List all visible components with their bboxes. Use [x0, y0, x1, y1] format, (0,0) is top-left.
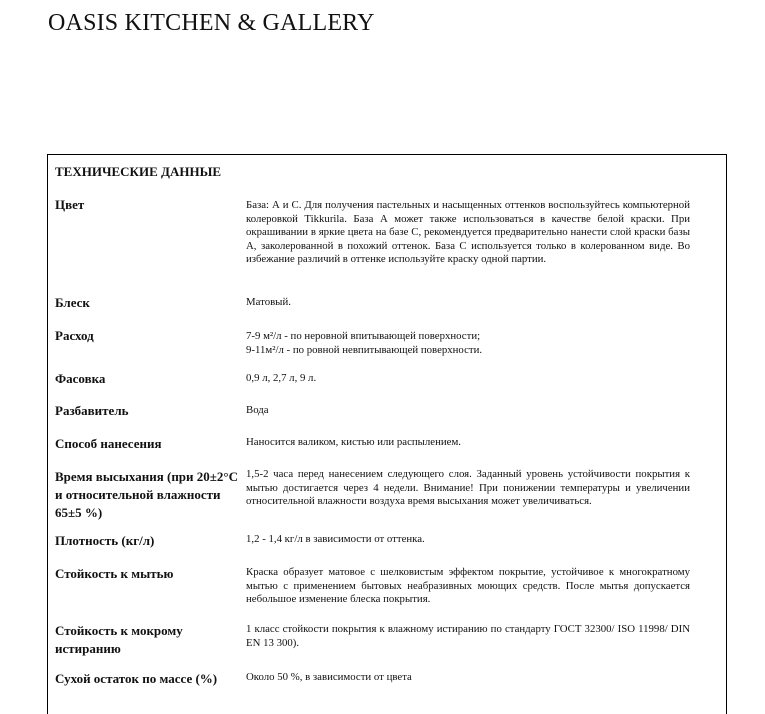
- row-value: 1,5-2 часа перед нанесением следующего слоя. Заданный уровень устойчивости покрытия к мытью достигается через 4 недели. Внимание! При понижении температуры и увеличении относительной влажности воздуха время высыхания может увеличиваться.: [246, 468, 690, 508]
- row-value: База: А и С. Для получения пастельных и насыщенных оттенков воспользуйтесь компьютерной колеровкой Tikkurila. База А может также использоваться в качестве белой краски. При окрашивании в яркие цвета на базе С, рекомендуется предварительно нанести слой краски базы А, заколерованной в похожий оттенок. База С используется только в колерованном виде. Во избежание различий в оттенке используйте краску одной партии.: [246, 199, 690, 266]
- row-label: Цвет: [55, 197, 85, 212]
- row-label: Сухой остаток по массе (%): [55, 671, 218, 686]
- table-title: ТЕХНИЧЕСКИЕ ДАННЫЕ: [55, 164, 222, 179]
- row-label: Стойкость к мокрому истиранию: [55, 623, 183, 656]
- row-label: Время высыхания (при 20±2°С и относительной влажности 65±5 %): [55, 469, 239, 520]
- value-line: 9-11м²/л - по ровной невпитывающей поверхности.: [246, 343, 483, 356]
- row-value: Краска образует матовое с шелковистым эффектом покрытие, устойчивое к многократному мытью с применением бытовых неабразивных моющих средств. После мытья допускается небольшое изменение блеска покрытия.: [246, 566, 690, 606]
- row-label: Расход: [55, 328, 94, 343]
- row-value: Вода: [246, 404, 269, 416]
- technical-data-table: [47, 154, 727, 714]
- row-value: [246, 330, 690, 357]
- row-label: Блеск: [55, 295, 90, 310]
- brand-title: OASIS KITCHEN & GALLERY: [48, 10, 375, 36]
- value-line: 7-9 м²/л - по неровной впитывающей поверхности;: [246, 330, 481, 342]
- row-label: Способ нанесения: [55, 436, 162, 451]
- row-label: Фасовка: [55, 371, 106, 386]
- row-value: 1,2 - 1,4 кг/л в зависимости от оттенка.: [246, 533, 425, 545]
- row-label: Стойкость к мытью: [55, 566, 174, 581]
- row-label: Разбавитель: [55, 403, 129, 418]
- row-label: Плотность (кг/л): [55, 533, 155, 548]
- row-value: 1 класс стойкости покрытия к влажному истиранию по стандарту ГОСТ 32300/ ISO 11998/ DIN EN 13 300).: [246, 623, 690, 649]
- row-value: Матовый.: [246, 296, 291, 308]
- row-value: 0,9 л, 2,7 л, 9 л.: [246, 372, 317, 384]
- row-value: Около 50 %, в зависимости от цвета: [246, 671, 412, 683]
- row-value: Наносится валиком, кистью или распылением.: [246, 436, 461, 448]
